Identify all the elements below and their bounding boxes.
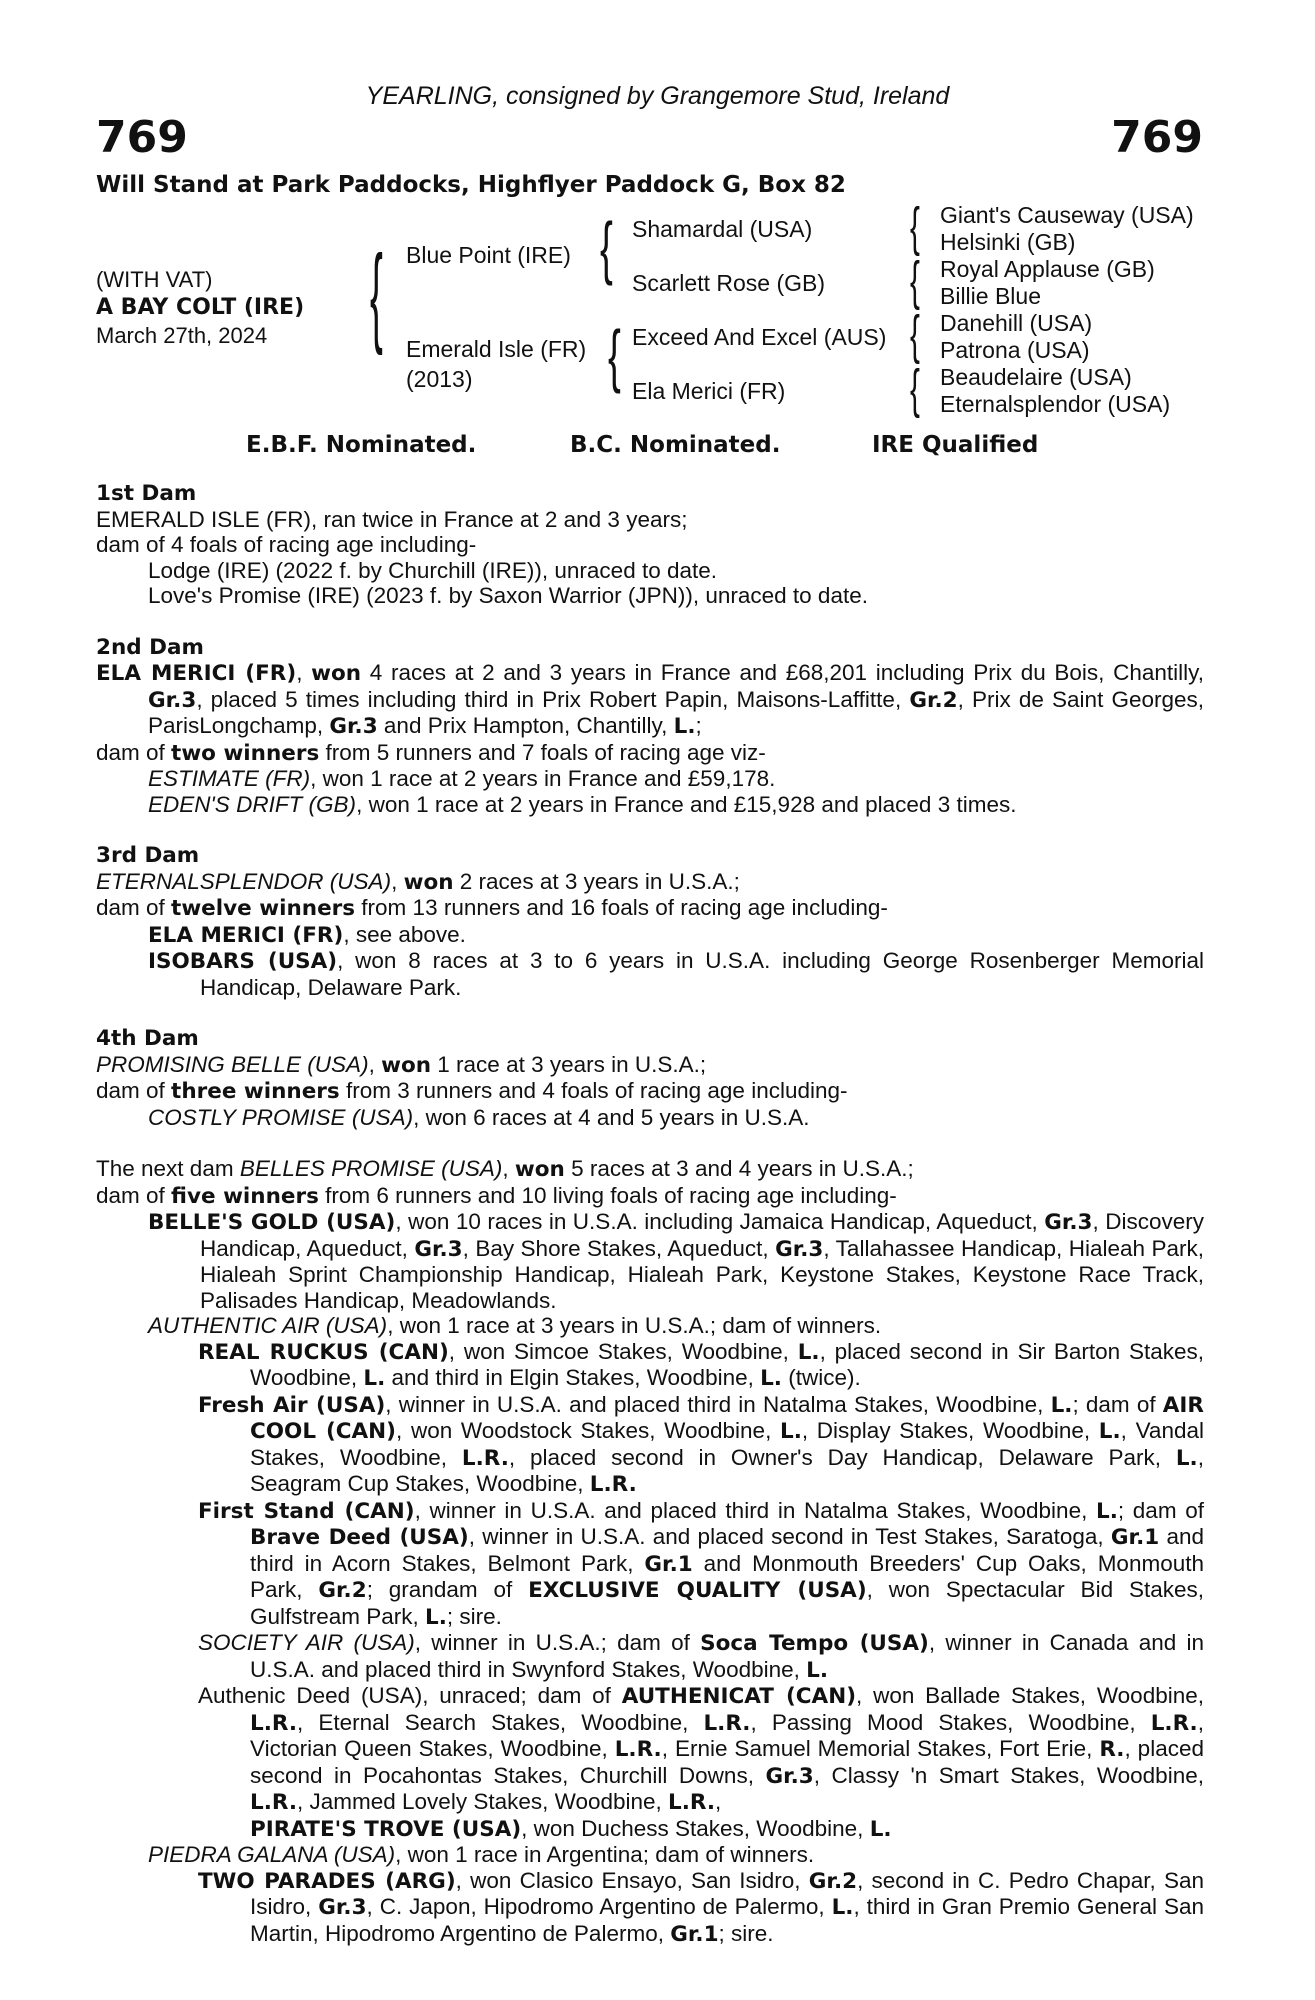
- pedigree-g8: Eternalsplendor (USA): [940, 391, 1171, 417]
- fourth-dam-produce-line: dam of three winners from 3 runners and 4 foals of racing age including-: [96, 1078, 848, 1104]
- fourth-dam-heading: 4th Dam: [96, 1026, 199, 1051]
- second-dam-produce-line: dam of two winners from 5 runners and 7 foals of racing age viz-: [96, 739, 766, 766]
- location-line: Will Stand at Park Paddocks, Highflyer Paddock G, Box 82: [96, 172, 846, 198]
- lot-number-right: 769: [1111, 112, 1203, 163]
- pedigree-sire-sire: Shamardal (USA): [632, 216, 813, 242]
- pedigree-dam: Emerald Isle (FR): [406, 336, 587, 362]
- bc-nomination: B.C. Nominated.: [570, 432, 781, 458]
- second-dam-section: [96, 635, 1204, 818]
- third-dam-foal: ELA MERICI (FR), see above.: [148, 921, 466, 948]
- third-dam-record: ETERNALSPLENDOR (USA), won 2 races at 3 years in U.S.A.;: [96, 868, 740, 895]
- second-dam-foal: EDEN'S DRIFT (GB), won 1 race at 2 years in France and £15,928 and placed 3 times.: [148, 791, 1017, 817]
- pedigree-dam-year: (2013): [406, 366, 473, 392]
- pedigree-g2: Helsinki (GB): [940, 229, 1076, 255]
- pedigree-g7: Beaudelaire (USA): [940, 364, 1132, 390]
- ire-qualified: IRE Qualified: [872, 432, 1039, 458]
- grandchild-entry: TWO PARADES (ARG), won Clasico Ensayo, San Isidro, Gr.2, second in C. Pedro Chapar, San Isidro, Gr.3, C. Japon, Hipodromo Argentino de Palermo, L., third in Gran Premio General San Martin, Hipodromo Argentino de Palermo, Gr.1; sire.: [198, 1867, 1204, 1947]
- pedigree-g3: Royal Applause (GB): [940, 256, 1155, 282]
- grandchild-entry: Fresh Air (USA), winner in U.S.A. and placed third in Natalma Stakes, Woodbine, L.; dam of AIR COOL (CAN), won Woodstock Stakes, Woodbine, L., Display Stakes, Woodbine, L., Vandal Stakes, Woodbine, L.R., placed second in Owner's Day Handicap, Delaware Park, L., Seagram Cup Stakes, Woodbine, L.R.: [198, 1391, 1204, 1497]
- second-dam-heading: 2nd Dam: [96, 634, 204, 660]
- first-dam-produce-line: dam of 4 foals of racing age including-: [96, 532, 477, 557]
- pedigree-brace-g78: {: [910, 359, 920, 419]
- first-dam-foal: Lodge (IRE) (2022 f. by Churchill (IRE)), unraced to date.: [148, 557, 718, 583]
- next-dam-foal: BELLE'S GOLD (USA), won 10 races in U.S.A. including Jamaica Handicap, Aqueduct, Gr.3, Discovery Handicap, Aqueduct, Gr.3, Bay Shore Stakes, Aqueduct, Gr.3, Tallahassee Handicap, Hialeah Park, Hialeah Sprint Championship Handicap, Hialeah Park, Keystone Stakes, Keystone Race Track, Palisades Handicap, Meadowlands.: [148, 1209, 1205, 1313]
- next-dam-foal: AUTHENTIC AIR (USA), won 1 race at 3 years in U.S.A.; dam of winners.: [148, 1313, 882, 1338]
- third-dam-heading: 3rd Dam: [96, 843, 200, 868]
- first-dam-line: EMERALD ISLE (FR), ran twice in France at 2 and 3 years;: [96, 506, 688, 532]
- pedigree-brace-g56: {: [910, 305, 920, 365]
- next-dam-produce-line: dam of five winners from 6 runners and 10 living foals of racing age including-: [96, 1182, 897, 1209]
- pedigree-g5: Danehill (USA): [940, 310, 1093, 336]
- grandchild-entry: REAL RUCKUS (CAN), won Simcoe Stakes, Woodbine, L., placed second in Sir Barton Stakes, Woodbine, L. and third in Elgin Stakes, Woodbine, L. (twice).: [198, 1338, 1204, 1391]
- grandchild-entry: First Stand (CAN), winner in U.S.A. and placed third in Natalma Stakes, Woodbine, L.; dam of Brave Deed (USA), winner in U.S.A. and placed second in Test Stakes, Saratoga, Gr.1 and third in Acorn Stakes, Belmont Park, Gr.1 and Monmouth Breeders' Cup Oaks, Monmouth Park, Gr.2; grandam of EXCLUSIVE QUALITY (USA), won Spectacular Bid Stakes, Gulfstream Park, L.; sire.: [198, 1497, 1204, 1630]
- grandchild-entry: Authenic Deed (USA), unraced; dam of AUTHENICAT (CAN), won Ballade Stakes, Woodbine, L.R., Eternal Search Stakes, Woodbine, L.R., Passing Mood Stakes, Woodbine, L.R., Victorian Queen Stakes, Woodbine, L.R., Ernie Samuel Memorial Stakes, Fort Erie, R., placed second in Pocahontas Stakes, Churchill Downs, Gr.3, Classy 'n Smart Stakes, Woodbine, L.R., Jammed Lovely Stakes, Woodbine, L.R., PIRATE'S TROVE (USA), won Duchess Stakes, Woodbine, L.: [198, 1683, 1205, 1842]
- pedigree-dam-sire: Exceed And Excel (AUS): [632, 324, 887, 350]
- next-dam-foal: PIEDRA GALANA (USA), won 1 race in Argentina; dam of winners.: [148, 1842, 815, 1867]
- third-dam-foal: ISOBARS (USA), won 8 races at 3 to 6 years in U.S.A. including George Rosenberger Memorial Handicap, Delaware Park.: [148, 948, 1204, 1000]
- fourth-dam-section: [96, 1026, 1204, 1130]
- pedigree-g4: Billie Blue: [940, 283, 1041, 309]
- fourth-dam-foal: COSTLY PROMISE (USA), won 6 races at 4 and 5 years in U.S.A.: [148, 1104, 810, 1130]
- next-dam-record: The next dam BELLES PROMISE (USA), won 5 races at 3 and 4 years in U.S.A.;: [96, 1156, 914, 1182]
- pedigree-brace-sire: {: [600, 208, 613, 286]
- third-dam-produce-line: dam of twelve winners from 13 runners and 16 foals of racing age including-: [96, 895, 888, 921]
- pedigree-g1: Giant's Causeway (USA): [940, 202, 1194, 228]
- pedigree-sire-dam: Scarlett Rose (GB): [632, 270, 825, 296]
- subject-block: [96, 266, 304, 350]
- pedigree-brace-dam: {: [608, 316, 621, 394]
- second-dam-foal: ESTIMATE (FR), won 1 race at 2 years in France and £59,178.: [148, 766, 776, 791]
- foaling-date: March 27th, 2024: [96, 323, 268, 348]
- horse-name: A BAY COLT (IRE): [96, 295, 305, 320]
- first-dam-heading: 1st Dam: [96, 481, 197, 506]
- grandchild-entry: SOCIETY AIR (USA), winner in U.S.A.; dam of Soca Tempo (USA), winner in Canada and in U.S.A. and placed third in Swynford Stakes, Woodbine, L.: [198, 1630, 1204, 1683]
- pedigree-brace-main: {: [370, 233, 383, 356]
- pedigree-sire: Blue Point (IRE): [406, 242, 571, 268]
- pedigree-dam-dam: Ela Merici (FR): [632, 378, 786, 404]
- pedigree-brace-g12: {: [910, 197, 920, 257]
- consignment-line: YEARLING, consigned by Grangemore Stud, Ireland: [365, 82, 950, 110]
- ebf-nomination: E.B.F. Nominated.: [246, 432, 477, 458]
- third-dam-section: [96, 843, 1204, 1000]
- catalogue-body: [96, 481, 1204, 1947]
- next-dam-section: [96, 1156, 1204, 1947]
- pedigree-g6: Patrona (USA): [940, 337, 1090, 363]
- pedigree-brace-g34: {: [910, 251, 920, 311]
- second-dam-record: ELA MERICI (FR), won 4 races at 2 and 3 years in France and £68,201 including Prix du Bois, Chantilly, Gr.3, placed 5 times including third in Prix Robert Papin, Maisons-Laffitte, Gr.2, Prix de Saint Georges, ParisLongchamp, Gr.3 and Prix Hampton, Chantilly, L.;: [96, 660, 1204, 739]
- lot-number-left: 769: [96, 112, 188, 163]
- vat-note: (WITH VAT): [96, 267, 213, 292]
- fourth-dam-record: PROMISING BELLE (USA), won 1 race at 3 years in U.S.A.;: [96, 1051, 707, 1078]
- first-dam-section: [96, 481, 1204, 609]
- first-dam-foal: Love's Promise (IRE) (2023 f. by Saxon Warrior (JPN)), unraced to date.: [148, 583, 868, 608]
